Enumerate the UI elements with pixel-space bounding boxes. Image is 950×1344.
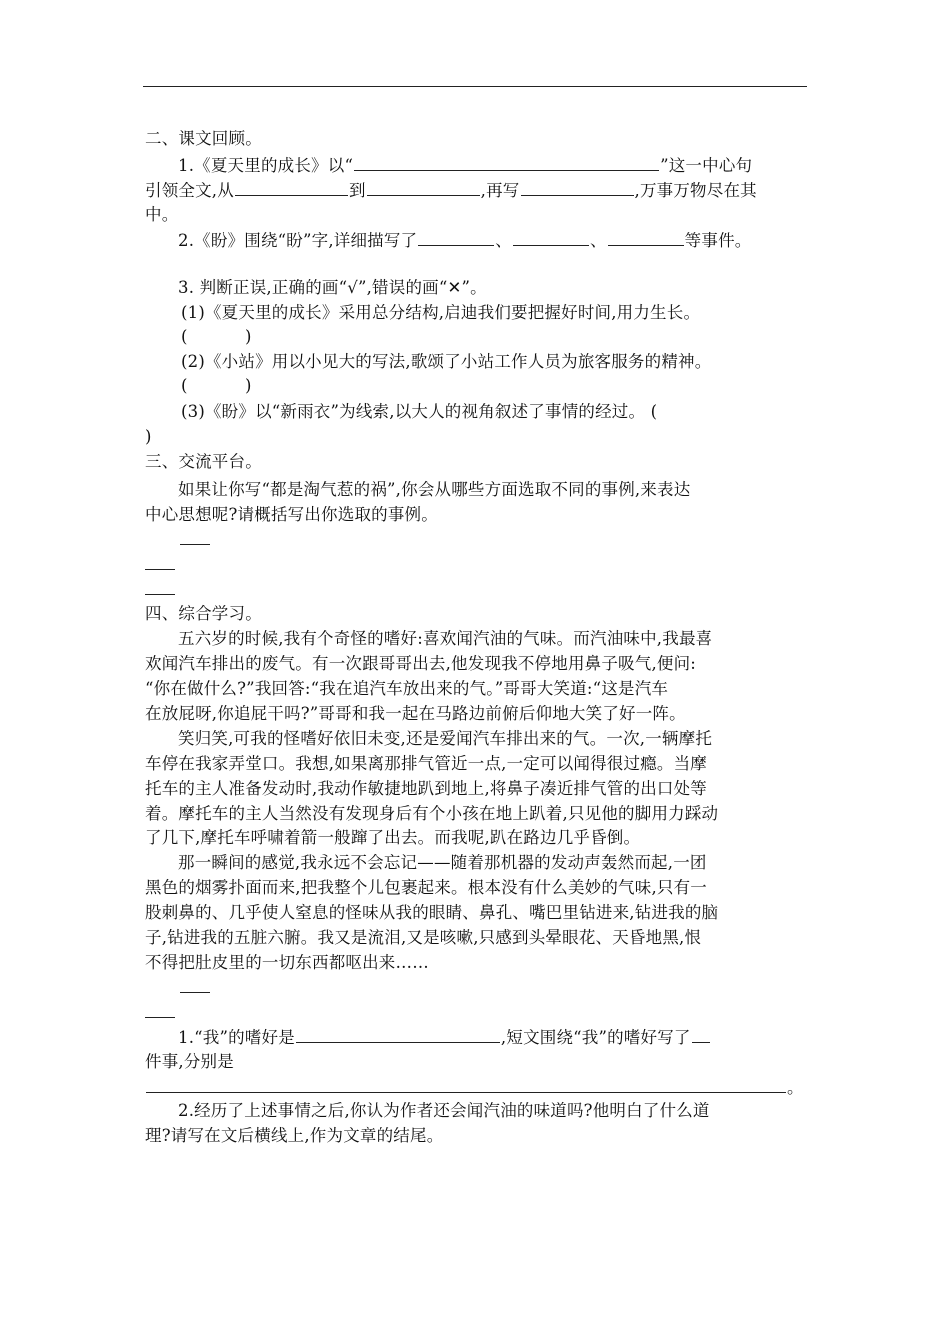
passage-line: 笑归笑,可我的怪嗜好依旧未变,还是爱闻汽车排出来的气。一次,一辆摩托 [178,729,713,748]
section3-prompt-line2: 中心思想呢?请概括写出你选取的事例。 [145,505,438,524]
q2-line: 2.《盼》围绕“盼”字,详细描写了 、 、 等事件。 [178,228,751,253]
section3-prompt-line1: 如果让你写“都是淘气惹的祸”,你会从哪些方面选取不同的事例,来表达 [178,480,691,499]
passage-line: 那一瞬间的感觉,我永远不会忘记——随着那机器的发动声轰然而起,一团 [178,853,707,872]
q4-2-line1: 2.经历了上述事情之后,你认为作者还会闻汽油的味道吗?他明白了什么道 [178,1101,710,1120]
passage-line: 托车的主人准备发动时,我动作敏捷地趴到地上,将鼻子凑近排气管的出口处等 [145,779,707,798]
q1-line2: 引领全文,从 到 ,再写 ,万事万物尽在其 [145,178,757,203]
events-blank[interactable] [146,1075,786,1093]
section3-heading: 三、交流平台。 [145,452,262,471]
passage-line: 五六岁的时候,我有个奇怪的嗜好:喜欢闻汽油的气味。而汽油味中,我最喜 [178,629,713,648]
answer-line[interactable] [180,544,210,545]
q2-blank-2[interactable] [513,228,589,246]
q1-blank-center-sentence[interactable] [354,153,659,171]
q2-blank-1[interactable] [418,228,494,246]
hobby-blank[interactable] [296,1025,500,1043]
q4-2-line2: 理?请写在文后横线上,作为文章的结尾。 [145,1126,444,1145]
passage-line: 了几下,摩托车呼啸着箭一般蹿了出去。而我呢,趴在路边几乎昏倒。 [145,828,641,847]
passage-line: 车停在我家弄堂口。我想,如果离那排气管近一点,一定可以闻得很过瘾。当摩 [145,754,707,773]
q3-answer-1[interactable]: ( ) [181,327,252,346]
q1-blank-to[interactable] [367,178,480,196]
passage-line: 欢闻汽车排出的废气。有一次跟哥哥出去,他发现我不停地用鼻子吸气,便问: [145,654,697,673]
q3-statement-2: (2)《小站》用以小见大的写法,歌颂了小站工作人员为旅客服务的精神。 [181,352,712,371]
answer-line[interactable] [145,594,175,595]
passage-line: 着。摩托车的主人当然没有发现身后有个小孩在地上趴着,只见他的脚用力踩动 [145,804,719,823]
q2-blank-3[interactable] [608,228,684,246]
q1-blank-from[interactable] [235,178,348,196]
passage-line: 子,钻进我的五脏六腑。我又是流泪,又是咳嗽,只感到头晕眼花、天昏地黑,恨 [145,928,702,947]
q3-answer-3-close: ) [145,427,152,446]
answer-line[interactable] [145,569,175,570]
passage-line: 股刺鼻的、几乎使人窒息的怪味从我的眼睛、鼻孔、嘴巴里钻进来,钻进我的脑 [145,903,719,922]
q4-1-line3: 。 [145,1075,804,1100]
ending-line[interactable] [180,992,210,993]
section4-heading: 四、综合学习。 [145,604,262,623]
q3-statement-3: (3)《盼》以“新雨衣”为线索,以大人的视角叙述了事情的经过。 ( [181,402,658,421]
passage-line: 黑色的烟雾扑面而来,把我整个儿包裹起来。根本没有什么美妙的气味,只有一 [145,878,707,897]
ending-line[interactable] [145,1017,175,1018]
q4-1-line1: 1.“我”的嗜好是 ,短文围绕“我”的嗜好写了 [178,1025,711,1050]
q1-line1: 1.《夏天里的成长》以“ ”这一中心句 [178,153,752,178]
header-rule [143,86,807,87]
passage-line: 在放屁呀,你追屁干吗?”哥哥和我一起在马路边前俯后仰地大笑了好一阵。 [145,704,686,723]
q1-blank-then[interactable] [521,178,634,196]
count-blank[interactable] [692,1025,710,1043]
section2-heading: 二、课文回顾。 [145,129,262,148]
q4-1-line2: 件事,分别是 [145,1052,234,1071]
passage-line: “你在做什么?”我回答:“我在追汽车放出来的气。”哥哥大笑道:“这是汽车 [145,679,669,698]
q1-line3: 中。 [145,205,179,224]
q3-statement-1: (1)《夏天里的成长》采用总分结构,启迪我们要把握好时间,用力生长。 [181,303,701,322]
q3-intro: 3. 判断正误,正确的画“√”,错误的画“✕”。 [178,278,487,297]
q3-answer-2[interactable]: ( ) [181,376,252,395]
passage-line: 不得把肚皮里的一切东西都呕出来…… [145,953,429,972]
